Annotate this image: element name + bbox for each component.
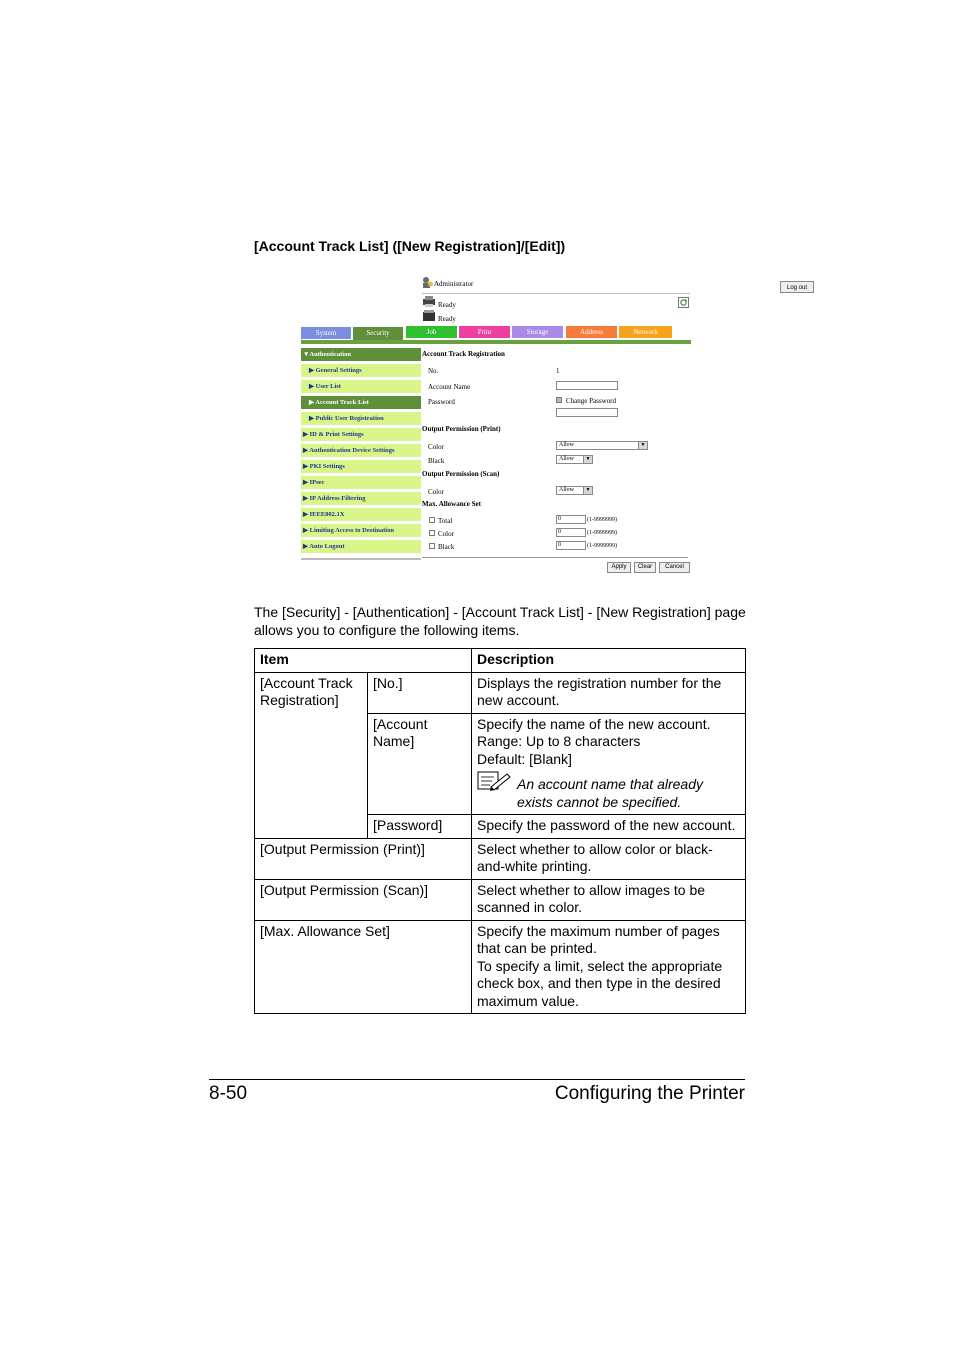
black-limit-value: 0	[558, 542, 561, 548]
sidebar-item[interactable]: ▶ IEEE802.1X	[301, 508, 421, 521]
sidebar-item[interactable]: ▶ User List	[301, 380, 421, 393]
password-label: Password	[428, 398, 455, 406]
sidebar-item[interactable]: ▶ Auto Logout	[301, 540, 421, 553]
table-row	[255, 879, 746, 920]
section-heading: [Account Track List] ([New Registration]/[Edit])	[254, 238, 566, 254]
output-print-desc-cell: Select whether to allow color or black-and-white printing.	[472, 838, 746, 879]
total-range: (1-9999999)	[587, 517, 617, 523]
table-row	[255, 920, 746, 1014]
header-item: Item	[255, 649, 472, 673]
account-name-default-line: Default: [Blank]	[477, 750, 572, 767]
color-limit-input[interactable]	[556, 528, 586, 537]
footer-rule	[209, 1079, 745, 1080]
chevron-down-icon: ▼	[583, 456, 592, 463]
tab-storage[interactable]: Storage	[512, 326, 563, 338]
tab-security[interactable]: Security	[353, 327, 403, 340]
header-description: Description	[472, 649, 746, 673]
output-print-heading: Output Permission (Print)	[422, 425, 501, 433]
account-track-registration-cell: [Account Track Registration]	[255, 672, 368, 838]
change-password-label: Change Password	[566, 397, 616, 405]
account-name-desc-line: Specify the name of the new account.	[477, 715, 711, 732]
cancel-button[interactable]: Cancel	[659, 562, 690, 573]
refresh-icon[interactable]	[678, 297, 689, 308]
tab-bar	[301, 326, 691, 339]
scan-color-label: Color	[428, 488, 444, 496]
change-password-checkbox[interactable]	[556, 397, 562, 403]
sidebar-item[interactable]: ▶ Limiting Access to Destination	[301, 524, 421, 537]
password-input[interactable]	[556, 408, 618, 417]
output-scan-item-cell: [Output Permission (Scan)]	[255, 879, 472, 920]
scan-color-value: Allow	[559, 487, 574, 493]
apply-button[interactable]: Apply	[607, 562, 631, 573]
black-limit-checkbox[interactable]	[429, 543, 435, 549]
administrator-icon	[422, 276, 434, 288]
tab-network[interactable]: Network	[619, 326, 672, 338]
print-color-value: Allow	[559, 442, 574, 448]
sidebar-item[interactable]: ▶ IP Address Filtering	[301, 492, 421, 505]
administrator-label: Administrator	[434, 280, 474, 288]
sidebar-bottom-rule	[301, 558, 421, 560]
no-value: 1	[556, 367, 560, 375]
tab-system[interactable]: System	[301, 327, 351, 339]
table-row	[255, 838, 746, 879]
table-header-row	[255, 649, 746, 673]
table-row	[255, 672, 746, 713]
form-divider	[422, 557, 688, 558]
note-text: An account name that already exists cannot be specified.	[517, 776, 704, 810]
sidebar-item[interactable]: ▶ Public User Registration	[301, 412, 421, 425]
sidebar-item[interactable]: ▼Authentication	[301, 348, 421, 361]
printer-status-label: Ready	[438, 301, 456, 309]
sidebar-item[interactable]: ▶ ID & Print Settings	[301, 428, 421, 441]
black-limit-input[interactable]	[556, 541, 586, 550]
color-limit-value: 0	[558, 529, 561, 535]
clear-button[interactable]: Clear	[634, 562, 656, 573]
total-label: Total	[438, 517, 453, 525]
intro-paragraph: The [Security] - [Authentication] - [Account Track List] - [New Registration] page allows you to configure the following items.	[254, 604, 746, 638]
total-limit-input[interactable]	[556, 515, 586, 524]
account-name-range-line: Range: Up to 8 characters	[477, 733, 641, 749]
tab-underline	[301, 340, 691, 344]
output-print-item-cell: [Output Permission (Print)]	[255, 838, 472, 879]
sidebar-item[interactable]: ▶ General Settings	[301, 364, 421, 377]
total-checkbox[interactable]	[429, 517, 435, 523]
account-name-label: Account Name	[428, 383, 471, 391]
scan-color-select[interactable]	[556, 486, 593, 495]
screenshot-figure	[298, 270, 808, 578]
max-allowance-desc-line: Specify the maximum number of pages that can be printed.	[477, 922, 720, 956]
total-limit-value: 0	[558, 516, 561, 522]
print-black-value: Allow	[559, 456, 574, 462]
color-limit-checkbox[interactable]	[429, 530, 435, 536]
tab-job[interactable]: Job	[406, 326, 457, 338]
print-black-label: Black	[428, 457, 445, 465]
print-black-select[interactable]	[556, 455, 593, 464]
print-color-select[interactable]	[556, 441, 648, 450]
scanner-icon	[422, 310, 436, 322]
max-allowance-instructions: To specify a limit, select the appropriate check box, and then type in the desired maximum value.	[477, 957, 723, 1009]
max-allowance-desc-cell	[472, 920, 746, 1014]
sidebar-item[interactable]: ▶ IPsec	[301, 476, 421, 489]
account-name-desc-cell	[472, 713, 746, 815]
no-label: No.	[428, 367, 439, 375]
chevron-down-icon: ▼	[583, 487, 592, 494]
black-limit-range: (1-9999999)	[587, 543, 617, 549]
password-desc-cell: Specify the password of the new account.	[472, 815, 746, 839]
output-scan-heading: Output Permission (Scan)	[422, 470, 500, 478]
color-limit-label: Color	[438, 530, 454, 538]
note	[477, 776, 740, 811]
max-allowance-heading: Max. Allowance Set	[422, 500, 481, 508]
account-name-item-cell: [Account Name]	[368, 713, 472, 815]
password-item-cell: [Password]	[368, 815, 472, 839]
max-allowance-item-cell: [Max. Allowance Set]	[255, 920, 472, 1014]
no-desc-cell: Displays the registration number for the new account.	[472, 672, 746, 713]
form-title: Account Track Registration	[422, 350, 505, 358]
chapter-title: Configuring the Printer	[554, 1083, 745, 1104]
tab-address[interactable]: Address	[566, 326, 617, 338]
no-item-cell: [No.]	[368, 672, 472, 713]
chevron-down-icon: ▼	[638, 442, 647, 449]
output-scan-desc-cell: Select whether to allow images to be scanned in color.	[472, 879, 746, 920]
tab-print[interactable]: Print	[459, 326, 510, 338]
logout-button[interactable]: Log out	[780, 281, 814, 293]
sidebar-item[interactable]: ▶ Authentication Device Settings	[301, 444, 421, 457]
account-name-input[interactable]	[556, 381, 618, 390]
printer-icon	[422, 296, 436, 308]
admin-row	[422, 276, 808, 294]
scanner-status-label: Ready	[438, 315, 456, 323]
black-limit-label: Black	[438, 543, 455, 551]
settings-table	[254, 648, 746, 1014]
sidebar-item[interactable]: ▶ PKI Settings	[301, 460, 421, 473]
note-pencil-icon	[477, 770, 511, 792]
sidebar-item[interactable]: ▶ Account Track List	[301, 396, 421, 409]
print-color-label: Color	[428, 443, 444, 451]
color-limit-range: (1-9999999)	[587, 530, 617, 536]
page-number: 8-50	[209, 1083, 248, 1104]
